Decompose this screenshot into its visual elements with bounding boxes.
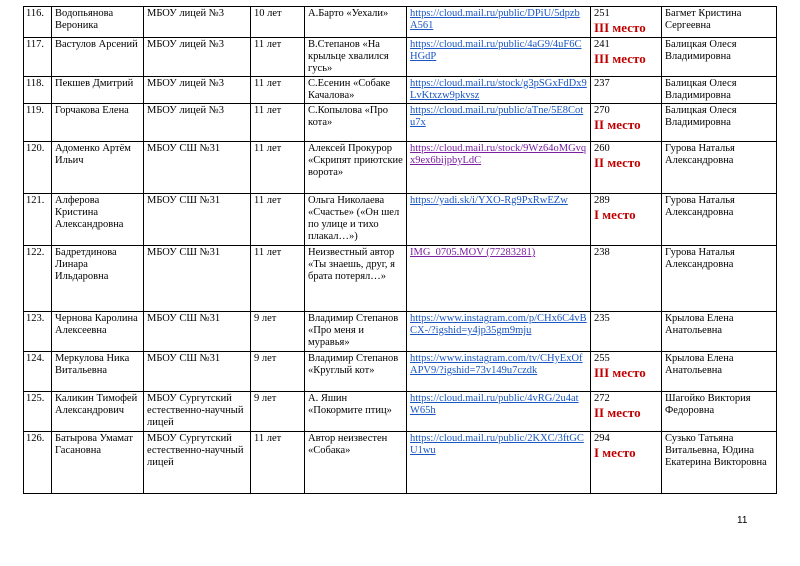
- score-value: 289: [594, 195, 610, 206]
- place-award: II место: [594, 405, 641, 420]
- link-cell: [407, 77, 591, 104]
- participant-age: 11 лет: [251, 104, 305, 142]
- place-award: II место: [594, 155, 641, 170]
- video-link[interactable]: https://cloud.mail.ru/public/2KXC/3ftGCU1wu: [410, 433, 584, 456]
- participant-age: 11 лет: [251, 142, 305, 194]
- work-title: Владимир Степанов «Про меня и муравья»: [305, 312, 407, 352]
- school-name: МБОУ СШ №31: [144, 246, 251, 312]
- video-link[interactable]: https://cloud.mail.ru/public/DPiU/5dpzbA561: [410, 8, 580, 31]
- place-award: III место: [594, 20, 646, 35]
- row-number: 124.: [24, 352, 52, 392]
- video-link[interactable]: https://cloud.mail.ru/public/aTne/5E8Cotu7x: [410, 105, 584, 128]
- video-link[interactable]: https://cloud.mail.ru/public/4aG9/4uF6CHGdP: [410, 39, 582, 62]
- teacher-name: Багмет Кристина Сергеевна: [662, 7, 777, 38]
- score-value: 272: [594, 393, 610, 404]
- teacher-name: Гурова Наталья Александровна: [662, 194, 777, 246]
- school-name: МБОУ Сургутский естественно-научный лицей: [144, 392, 251, 432]
- row-number: 121.: [24, 194, 52, 246]
- participant-age: 11 лет: [251, 194, 305, 246]
- participant-name: Адоменко Артём Ильич: [52, 142, 144, 194]
- place-award: III место: [594, 51, 646, 66]
- participant-age: 9 лет: [251, 312, 305, 352]
- score-value: 235: [594, 313, 610, 324]
- teacher-name: Крылова Елена Анатольевна: [662, 352, 777, 392]
- score-value: 270: [594, 105, 610, 116]
- work-title: Неизвестный автор «Ты знаешь, друг, я брата потерял…»: [305, 246, 407, 312]
- place-award: III место: [594, 365, 646, 380]
- score-cell: [591, 312, 662, 352]
- school-name: МБОУ СШ №31: [144, 352, 251, 392]
- video-link[interactable]: https://yadi.sk/i/YXO-Rg9PxRwEZw: [410, 195, 568, 206]
- participant-age: 9 лет: [251, 352, 305, 392]
- link-cell: [407, 104, 591, 142]
- row-number: 120.: [24, 142, 52, 194]
- participant-age: 10 лет: [251, 7, 305, 38]
- score-value: 241: [594, 39, 610, 50]
- work-title: А.Барто «Уехали»: [305, 7, 407, 38]
- work-title: С.Копылова «Про кота»: [305, 104, 407, 142]
- video-link[interactable]: https://www.instagram.com/p/CHx6C4vBCX-/?igshid=y4jp35gm9mju: [410, 313, 587, 336]
- row-number: 117.: [24, 38, 52, 77]
- score-value: 255: [594, 353, 610, 364]
- participant-name: Бадретдинова Линара Ильдаровна: [52, 246, 144, 312]
- school-name: МБОУ лицей №3: [144, 104, 251, 142]
- score-cell: [591, 432, 662, 494]
- link-cell: [407, 392, 591, 432]
- teacher-name: Гурова Наталья Александровна: [662, 142, 777, 194]
- participant-name: Алферова Кристина Александровна: [52, 194, 144, 246]
- table-row: [24, 246, 777, 312]
- score-cell: [591, 246, 662, 312]
- video-link[interactable]: https://www.instagram.com/tv/CHyExOfAPV9/?igshid=73v149u7czdk: [410, 353, 583, 376]
- work-title: С.Есенин «Собаке Качалова»: [305, 77, 407, 104]
- table-row: [24, 312, 777, 352]
- link-cell: [407, 194, 591, 246]
- score-cell: [591, 194, 662, 246]
- teacher-name: Балицкая Олеся Владимировна: [662, 38, 777, 77]
- school-name: МБОУ Сургутский естественно-научный лицей: [144, 432, 251, 494]
- participant-name: Вастулов Арсений: [52, 38, 144, 77]
- participant-age: 11 лет: [251, 77, 305, 104]
- table-row: [24, 77, 777, 104]
- link-cell: [407, 7, 591, 38]
- video-link[interactable]: https://cloud.mail.ru/public/4vRG/2u4atW65h: [410, 393, 579, 416]
- participant-age: 11 лет: [251, 432, 305, 494]
- participant-name: Батырова Умамат Гасановна: [52, 432, 144, 494]
- participant-name: Пекшев Дмитрий: [52, 77, 144, 104]
- teacher-name: Крылова Елена Анатольевна: [662, 312, 777, 352]
- teacher-name: Гурова Наталья Александровна: [662, 246, 777, 312]
- school-name: МБОУ СШ №31: [144, 312, 251, 352]
- table-row: [24, 352, 777, 392]
- table-body: [24, 7, 777, 494]
- page-number: 11: [737, 515, 748, 526]
- link-cell: [407, 38, 591, 77]
- link-cell: [407, 142, 591, 194]
- row-number: 119.: [24, 104, 52, 142]
- teacher-name: Сузько Татьяна Витальевна, Юдина Екатерина Викторовна: [662, 432, 777, 494]
- school-name: МБОУ СШ №31: [144, 142, 251, 194]
- score-cell: [591, 77, 662, 104]
- school-name: МБОУ СШ №31: [144, 194, 251, 246]
- score-value: 260: [594, 143, 610, 154]
- participant-age: 9 лет: [251, 392, 305, 432]
- score-value: 238: [594, 247, 610, 258]
- video-link[interactable]: https://cloud.mail.ru/stock/9Wz64oMGvqx9ex6bijpbyLdC: [410, 143, 587, 166]
- school-name: МБОУ лицей №3: [144, 7, 251, 38]
- score-cell: [591, 392, 662, 432]
- results-table: [23, 6, 777, 494]
- row-number: 118.: [24, 77, 52, 104]
- score-cell: [591, 104, 662, 142]
- table-row: [24, 38, 777, 77]
- work-title: Ольга Николаева «Счастье» («Он шел по улице и тихо плакал…»): [305, 194, 407, 246]
- row-number: 126.: [24, 432, 52, 494]
- participant-name: Горчакова Елена: [52, 104, 144, 142]
- table-row: [24, 392, 777, 432]
- score-value: 294: [594, 433, 610, 444]
- participant-name: Каликин Тимофей Александрович: [52, 392, 144, 432]
- score-value: 251: [594, 8, 610, 19]
- school-name: МБОУ лицей №3: [144, 38, 251, 77]
- participant-age: 11 лет: [251, 246, 305, 312]
- link-cell: [407, 432, 591, 494]
- table-row: [24, 194, 777, 246]
- table-row: [24, 7, 777, 38]
- teacher-name: Балицкая Олеся Владимировна: [662, 104, 777, 142]
- score-value: 237: [594, 78, 610, 89]
- place-award: I место: [594, 207, 636, 222]
- video-link[interactable]: https://cloud.mail.ru/stock/g3pSGxFdDx9LvKtxzw9pkvsz: [410, 78, 587, 101]
- link-cell: [407, 352, 591, 392]
- link-cell: [407, 246, 591, 312]
- link-cell: [407, 312, 591, 352]
- place-award: II место: [594, 117, 641, 132]
- row-number: 123.: [24, 312, 52, 352]
- table-row: [24, 432, 777, 494]
- work-title: Владимир Степанов «Круглый кот»: [305, 352, 407, 392]
- table-row: [24, 104, 777, 142]
- work-title: В.Степанов «На крыльце хвалился гусь»: [305, 38, 407, 77]
- participant-name: Водопьянова Вероника: [52, 7, 144, 38]
- teacher-name: Шагойко Виктория Федоровна: [662, 392, 777, 432]
- row-number: 125.: [24, 392, 52, 432]
- score-cell: [591, 38, 662, 77]
- row-number: 122.: [24, 246, 52, 312]
- work-title: А. Яшин «Покормите птиц»: [305, 392, 407, 432]
- video-link[interactable]: IMG_0705.MOV (77283281): [410, 247, 536, 258]
- participant-name: Меркулова Ника Витальевна: [52, 352, 144, 392]
- work-title: Автор неизвестен «Собака»: [305, 432, 407, 494]
- participant-name: Чернова Каролина Алексеевна: [52, 312, 144, 352]
- participant-age: 11 лет: [251, 38, 305, 77]
- score-cell: [591, 352, 662, 392]
- work-title: Алексей Прокурор «Скрипят приютские ворота»: [305, 142, 407, 194]
- teacher-name: Балицкая Олеся Владимировна: [662, 77, 777, 104]
- table-row: [24, 142, 777, 194]
- school-name: МБОУ лицей №3: [144, 77, 251, 104]
- score-cell: [591, 142, 662, 194]
- place-award: I место: [594, 445, 636, 460]
- row-number: 116.: [24, 7, 52, 38]
- score-cell: [591, 7, 662, 38]
